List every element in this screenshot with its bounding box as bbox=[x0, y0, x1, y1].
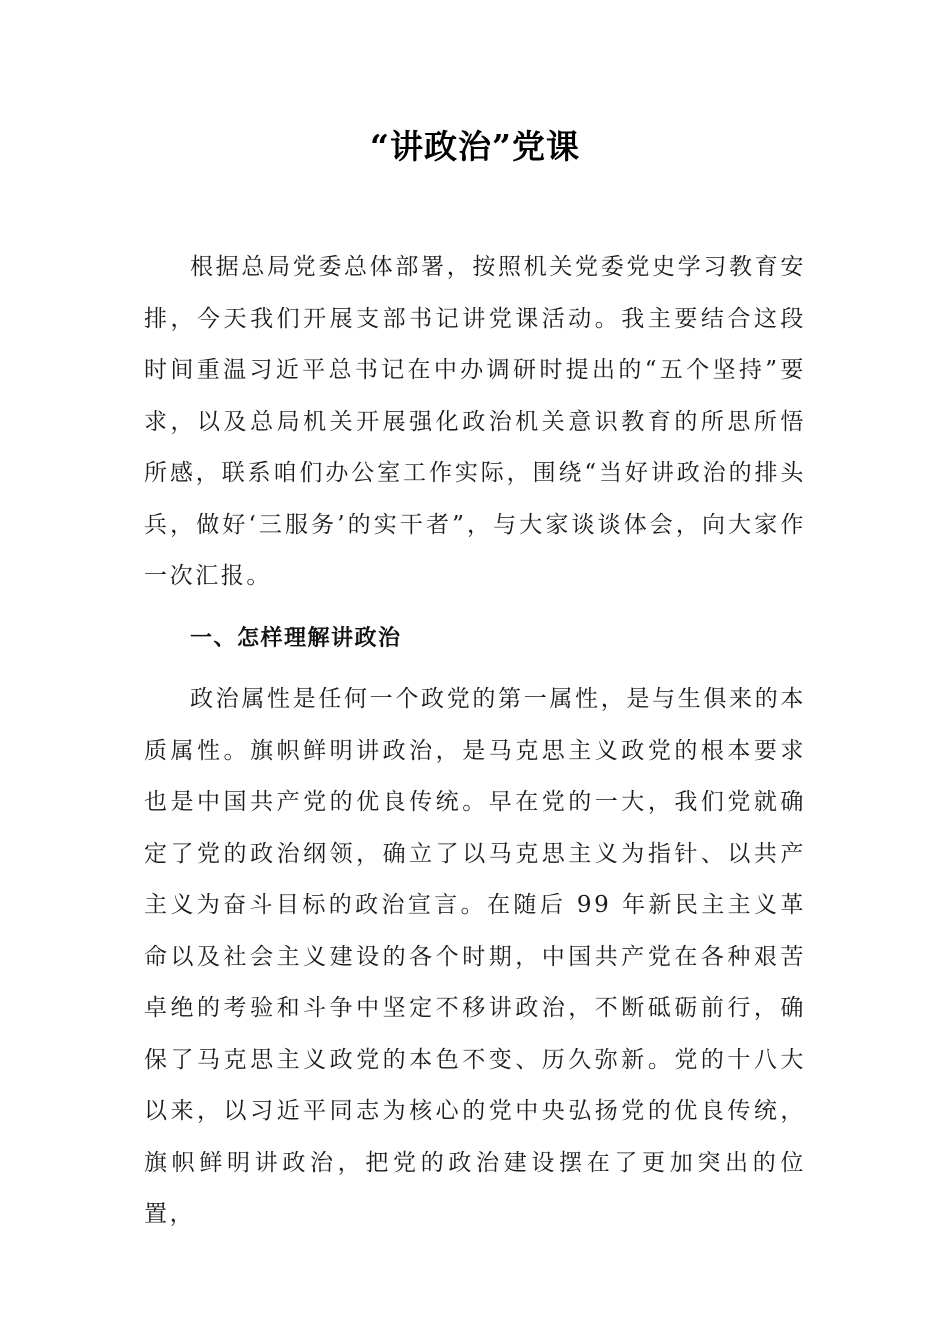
section-paragraph: 政治属性是任何一个政党的第一属性，是与生俱来的本质属性。旗帜鲜明讲政治，是马克思主义政党的根本要求也是中国共产党的优良传统。早在党的一大，我们党就确定了党的政治纲领，确立了以马克思主义为指针、以共产主义为奋斗目标的政治宣言。在随后 99 年新民主主义革命以及社会主义建设的各个时期，中国共产党在各种艰苦卓绝的考验和斗争中坚定不移讲政治，不断砥砺前行，确保了马克思主义政党的本色不变、历久弥新。党的十八大以来，以习近平同志为核心的党中央弘扬党的优良传统，旗帜鲜明讲政治，把党的政治建设摆在了更加突出的位置， bbox=[144, 686, 806, 1227]
intro-paragraph: 根据总局党委总体部署，按照机关党委党史学习教育安排，今天我们开展支部书记讲党课活动。我主要结合这段时间重温习近平总书记在中办调研时提出的“五个坚持”要求，以及总局机关开展强化政治机关意识教育的所思所悟所感，联系咱们办公室工作实际，围绕“当好讲政治的排头兵，做好‘三服务’的实干者”，与大家谈谈体会，向大家作一次汇报。 bbox=[144, 254, 806, 589]
page-title: “讲政治”党课 bbox=[370, 127, 580, 166]
section-heading: 一、怎样理解讲政治 bbox=[190, 625, 402, 651]
document-body bbox=[144, 242, 806, 1241]
